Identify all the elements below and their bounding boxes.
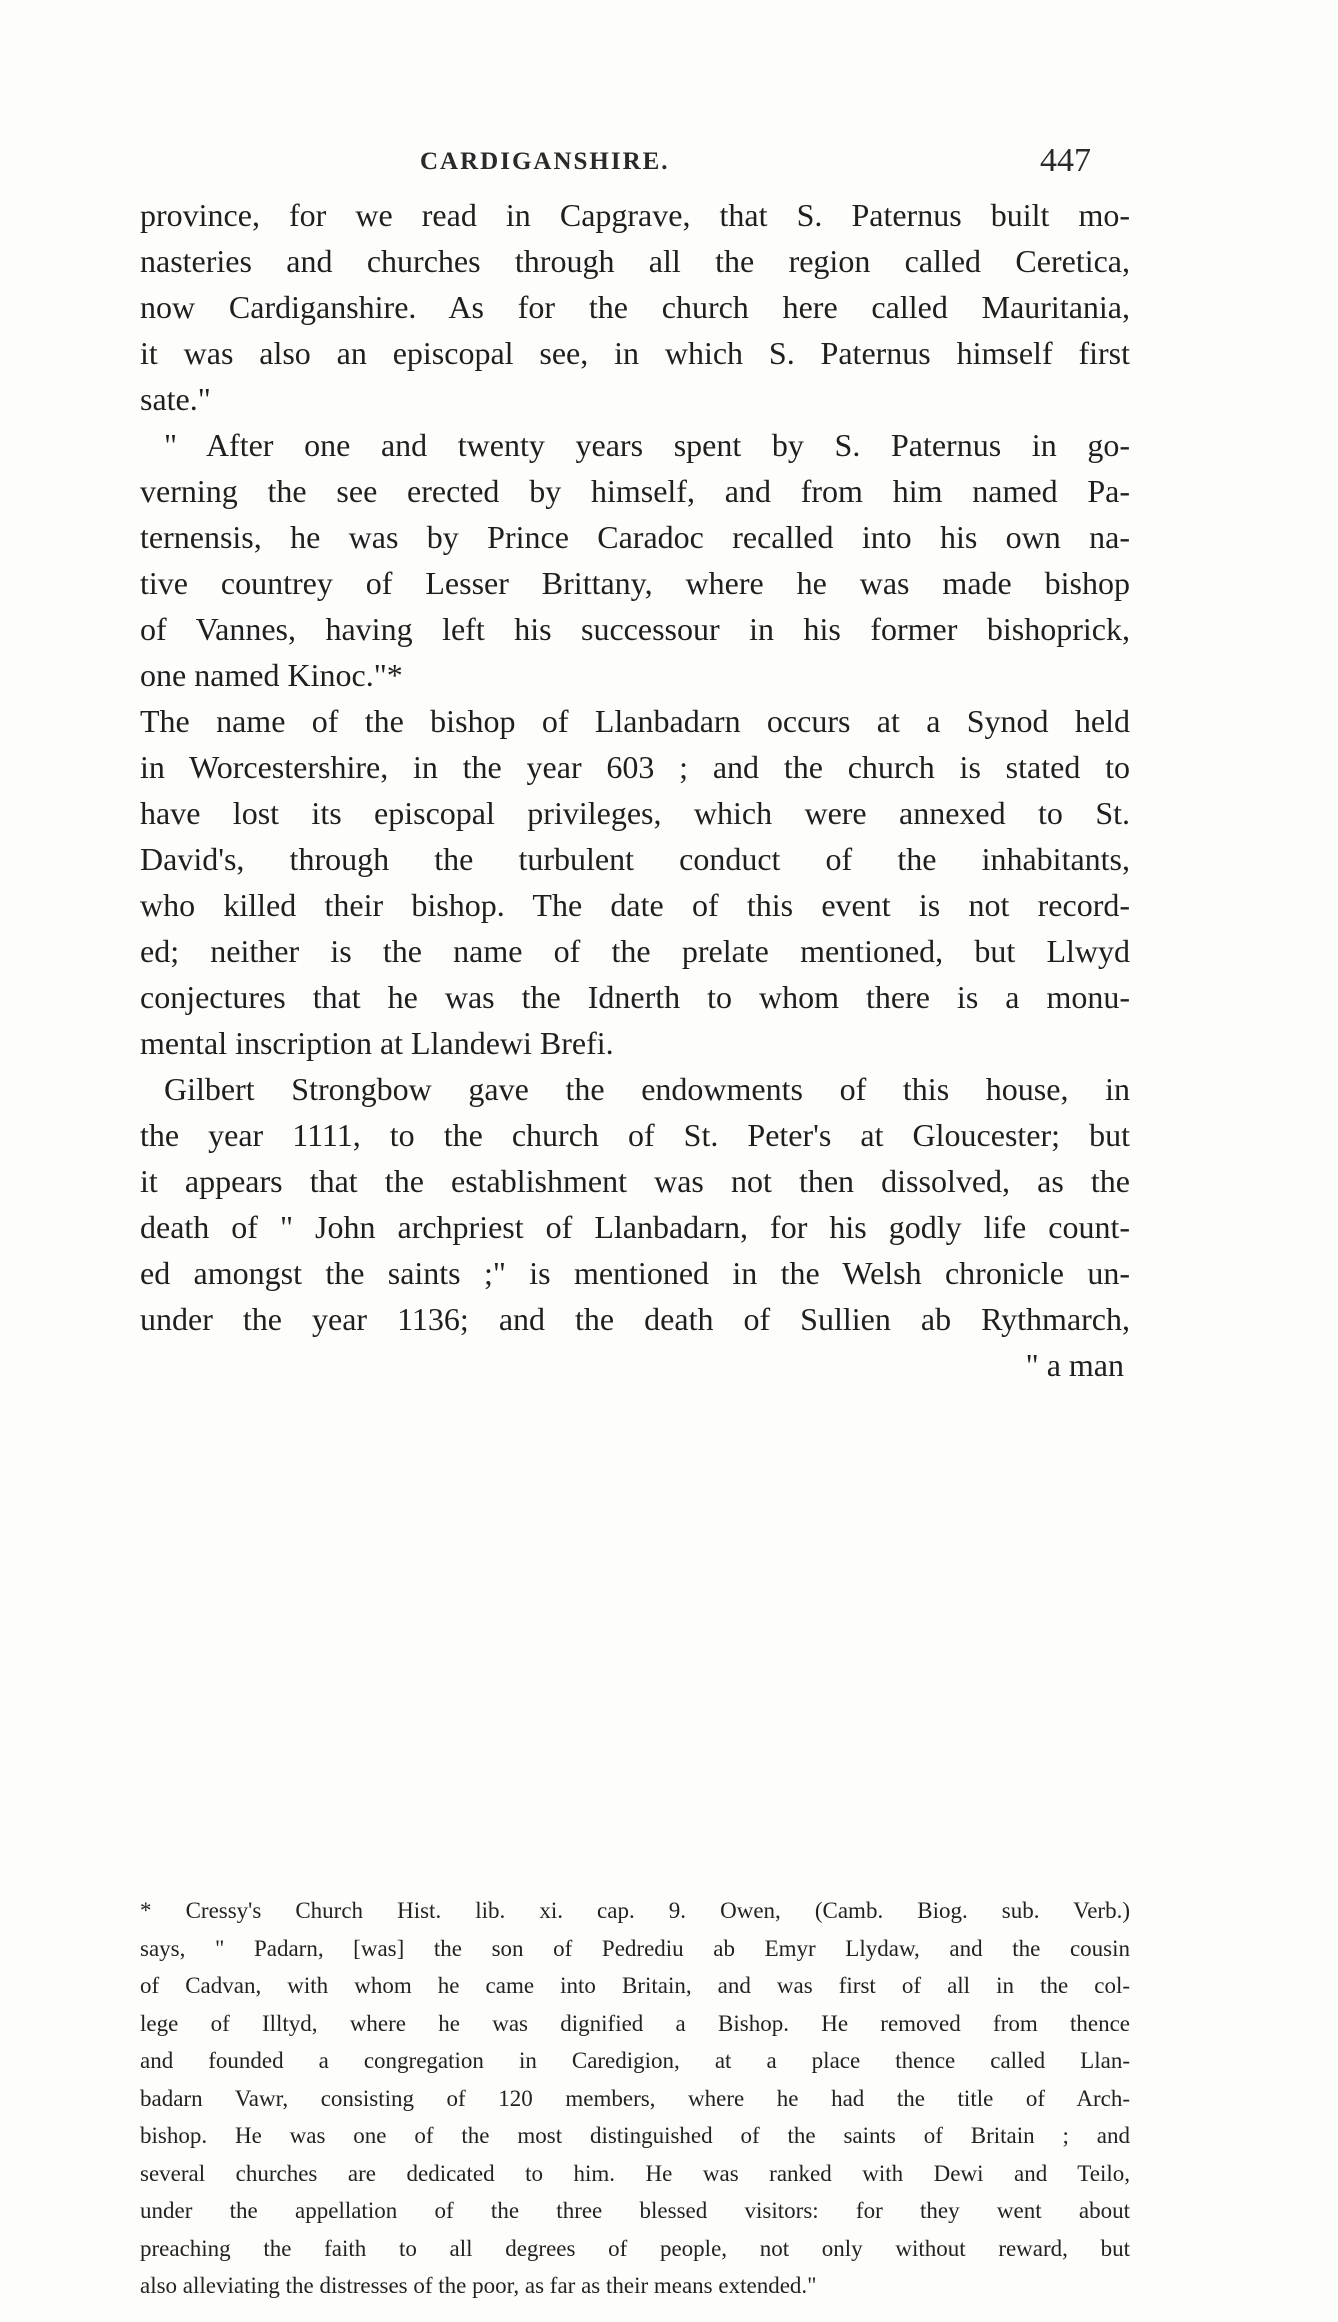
text-line: who killed their bishop. The date of this event is not record-: [140, 887, 1130, 923]
footnote-line: also alleviating the distresses of the poor, as far as their means extended.": [140, 2273, 817, 2298]
text-line: province, for we read in Capgrave, that S. Paternus built mo-: [140, 197, 1130, 233]
text-line: one named Kinoc."*: [140, 657, 403, 693]
text-line: Gilbert Strongbow gave the endowments of this house, in: [164, 1071, 1130, 1107]
footnote-line: * Cressy's Church Hist. lib. xi. cap. 9. Owen, (Camb. Biog. sub. Verb.): [140, 1898, 1130, 1923]
text-line: have lost its episcopal privileges, which were annexed to St.: [140, 795, 1130, 831]
text-line: verning the see erected by himself, and from him named Pa-: [140, 473, 1130, 509]
running-head: CARDIGANSHIRE.: [420, 148, 670, 175]
footnote-line: says, " Padarn, [was] the son of Pedrediu ab Emyr Llydaw, and the cousin: [140, 1935, 1130, 1961]
footnote-line: of Cadvan, with whom he came into Britain, and was first of all in the col-: [140, 1973, 1130, 1998]
footnote-block: [140, 1892, 1130, 2305]
text-line: the year 1111, to the church of St. Peter's at Gloucester; but: [140, 1117, 1130, 1153]
text-line: in Worcestershire, in the year 603 ; and the church is stated to: [140, 749, 1130, 785]
text-line: it was also an episcopal see, in which S. Paternus himself first: [140, 335, 1130, 371]
text-line: tive countrey of Lesser Brittany, where he was made bishop: [140, 565, 1130, 601]
text-line: conjectures that he was the Idnerth to whom there is a monu-: [140, 979, 1130, 1015]
page-header: [0, 142, 1338, 188]
text-line: David's, through the turbulent conduct of the inhabitants,: [140, 841, 1130, 877]
text-line: it appears that the establishment was not then dissolved, as the: [140, 1163, 1130, 1199]
page-number: 447: [1040, 142, 1091, 179]
text-line: of Vannes, having left his successour in his former bishoprick,: [140, 611, 1130, 647]
text-line: death of " John archpriest of Llanbadarn, for his godly life count-: [140, 1209, 1130, 1245]
text-line: sate.": [140, 381, 211, 417]
text-line: ternensis, he was by Prince Caradoc recalled into his own na-: [140, 519, 1130, 555]
text-line: ed; neither is the name of the prelate mentioned, but Llwyd: [140, 933, 1130, 969]
footnote-line: and founded a congregation in Caredigion, at a place thence called Llan-: [140, 2048, 1130, 2073]
text-line: now Cardiganshire. As for the church here called Mauritania,: [140, 289, 1130, 325]
main-text: [140, 192, 1130, 1388]
text-line: under the year 1136; and the death of Sullien ab Rythmarch,: [140, 1301, 1130, 1337]
footnote-line: preaching the faith to all degrees of people, not only without reward, but: [140, 2235, 1130, 2261]
text-line: The name of the bishop of Llanbadarn occurs at a Synod held: [140, 703, 1130, 739]
text-line: nasteries and churches through all the region called Ceretica,: [140, 243, 1130, 279]
text-line: mental inscription at Llandewi Brefi.: [140, 1025, 614, 1061]
footnote-line: several churches are dedicated to him. He was ranked with Dewi and Teilo,: [140, 2160, 1130, 2186]
footnote-line: bishop. He was one of the most distinguished of the saints of Britain ; and: [140, 2123, 1130, 2148]
footnote-line: lege of Illtyd, where he was dignified a Bishop. He removed from thence: [140, 2010, 1130, 2036]
text-line: " After one and twenty years spent by S. Paternus in go-: [164, 427, 1130, 463]
catchword: " a man: [1025, 1347, 1124, 1383]
text-line: ed amongst the saints ;" is mentioned in the Welsh chronicle un-: [140, 1255, 1130, 1291]
footnote-line: badarn Vawr, consisting of 120 members, where he had the title of Arch-: [140, 2085, 1130, 2111]
footnote-line: under the appellation of the three blessed visitors: for they went about: [140, 2198, 1130, 2223]
